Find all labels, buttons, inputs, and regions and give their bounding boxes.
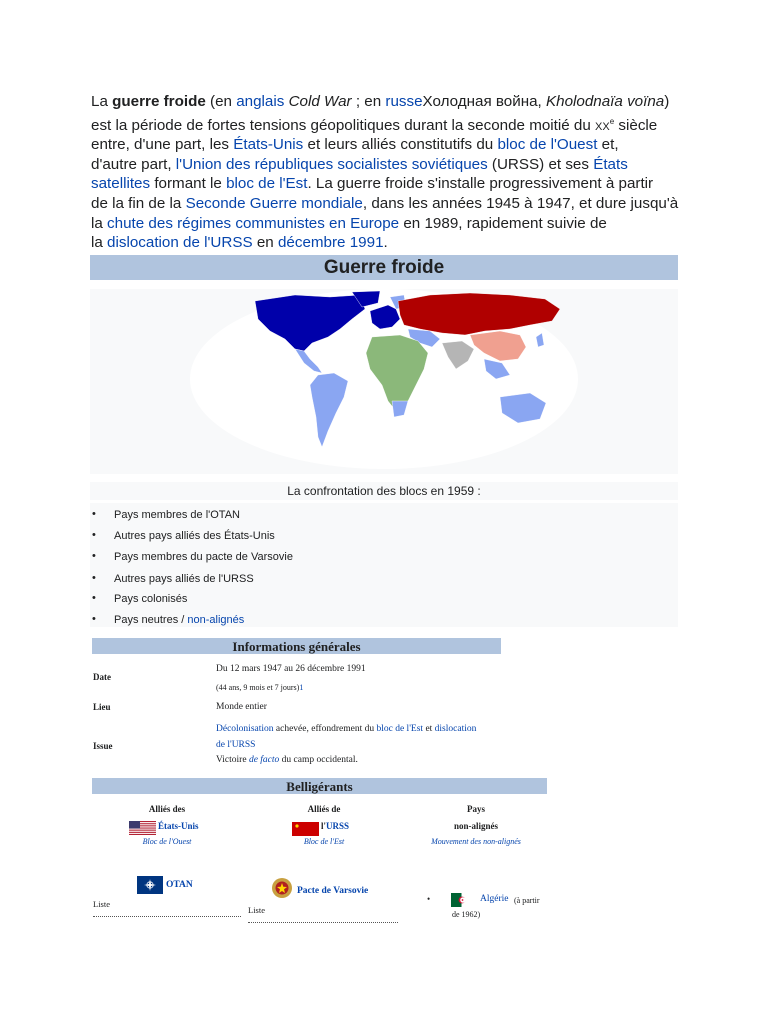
intro-text: xx (595, 116, 610, 134)
bloc-est-sub-link[interactable]: Bloc de l'Est (303, 837, 345, 846)
date-duration: (44 ans, 9 mois et 7 jours)1 (216, 683, 304, 692)
belligerents-header: Belligérants (92, 778, 547, 794)
intro-text: en 1989, rapidement suivie de (399, 214, 607, 232)
intro-text: e (609, 116, 615, 126)
intro-text: formant le (150, 175, 227, 193)
intro-text: (en (205, 93, 237, 110)
intro-line (91, 174, 691, 194)
us-flag-icon (129, 821, 156, 835)
dislocation-link[interactable]: dislocation (434, 724, 477, 734)
intro-link[interactable]: décembre 1991 (277, 234, 384, 252)
issue-line-3: Victoire de facto du camp occidental. (216, 755, 358, 765)
otan-list-label[interactable]: Liste (93, 899, 110, 909)
intro-text: la (91, 214, 108, 232)
algerie-link[interactable]: Algérie (480, 894, 509, 904)
intro-text: . (383, 234, 388, 252)
intro-text: La (91, 93, 113, 110)
intro-link[interactable]: russe (385, 93, 423, 110)
col-us-allies-title: Alliés des (148, 804, 186, 814)
de-facto-link[interactable]: de facto (248, 755, 280, 765)
algeria-note-2: de 1962) (452, 910, 481, 919)
intro-text: Холодная война, (422, 93, 546, 110)
world-map-container (90, 289, 678, 474)
general-info-header: Informations générales (92, 638, 501, 654)
intro-text: (URSS) et ses (487, 155, 594, 173)
intro-text: d'autre part, (91, 155, 176, 173)
algeria-note: (à partir (514, 896, 540, 905)
varsovie-link[interactable]: Pacte de Varsovie (297, 886, 369, 896)
non-aligned-link[interactable]: non-alignés (187, 614, 245, 626)
date-value: Du 12 mars 1947 au 26 décembre 1991 (216, 664, 366, 674)
varsovie-list-label[interactable]: Liste (248, 905, 265, 915)
otan-list-divider (93, 916, 241, 917)
map-caption: La confrontation des blocs en 1959 : (90, 482, 678, 500)
non-aligned-movement-link[interactable]: Mouvement des non-alignés (431, 837, 521, 846)
intro-paragraph (91, 92, 691, 253)
intro-line (91, 155, 691, 175)
nato-flag-icon (137, 876, 163, 894)
place-value: Monde entier (216, 702, 267, 712)
etats-unis-link[interactable]: États-Unis (158, 821, 199, 831)
intro-link[interactable]: dislocation de l'URSS (107, 234, 253, 252)
intro-text: , dans les années 1945 à 1947, et dure jusqu'à (362, 195, 679, 213)
issue-label: Issue (93, 741, 113, 751)
col-non-aligned-subtitle: non-alignés (453, 821, 498, 831)
intro-line (91, 233, 691, 253)
infobox-title: Guerre froide (90, 255, 678, 280)
bloc-ouest-link[interactable]: Bloc de l'Ouest (142, 837, 192, 846)
algeria-bullet: • (427, 894, 431, 904)
intro-line (91, 194, 691, 214)
intro-text: ) (664, 93, 670, 110)
intro-text: la (91, 234, 108, 252)
intro-text: ; en (351, 93, 386, 110)
intro-link[interactable]: États-Unis (233, 136, 304, 154)
intro-text: Kholodnaïa voïna (546, 93, 665, 110)
intro-text: siècle (614, 116, 658, 134)
intro-text: guerre froide (112, 93, 206, 110)
intro-text: . La guerre froide s'installe progressivement à partir (307, 175, 654, 193)
map-legend: • Pays membres de l'OTAN • Autres pays alliés des États-Unis • Pays membres du pacte de Varsovie • Autres pays alliés de l'URSS • Pays colonisés • Pays neutres / non-alignés (90, 503, 678, 627)
intro-line (91, 112, 691, 136)
urss-link[interactable]: de l'URSS (216, 740, 256, 750)
intro-link[interactable]: l'Union des républiques socialistes soviétiques (175, 155, 488, 173)
reference-link[interactable]: 1 (299, 683, 304, 692)
intro-text: Cold War (288, 93, 352, 110)
world-map[interactable] (90, 289, 678, 474)
varsovie-list-divider (248, 922, 398, 923)
col-non-aligned-title: Pays (467, 804, 485, 814)
intro-text: et, (597, 136, 619, 154)
col-ussr-allies-title: Alliés de (307, 804, 341, 814)
intro-text: de la fin de la (91, 195, 186, 213)
intro-link[interactable]: États (593, 155, 628, 173)
decolonisation-link[interactable]: Décolonisation (216, 724, 274, 734)
intro-text: entre, d'une part, les (91, 136, 234, 154)
date-label: Date (93, 672, 111, 682)
intro-line (91, 135, 691, 155)
intro-link[interactable]: bloc de l'Est (226, 175, 308, 193)
warsaw-pact-emblem-icon (271, 876, 293, 900)
intro-text: en (252, 234, 278, 252)
urss-belligerent-link[interactable]: URSS (326, 821, 350, 831)
otan-link[interactable]: OTAN (166, 880, 193, 890)
place-label: Lieu (93, 702, 111, 712)
urss-link-wrap: l'URSS (321, 821, 350, 831)
intro-link[interactable]: anglais (236, 93, 285, 110)
intro-text: et leurs alliés constitutifs du (303, 136, 498, 154)
intro-link[interactable]: satellites (91, 175, 151, 193)
intro-line (91, 92, 691, 112)
algeria-flag-icon (451, 893, 472, 907)
intro-link[interactable]: Seconde Guerre mondiale (185, 195, 363, 213)
ussr-flag-icon (292, 822, 319, 836)
intro-line (91, 214, 691, 234)
intro-link[interactable]: chute des régimes communistes en Europe (107, 214, 400, 232)
issue-line-1: Décolonisation achevée, effondrement du bloc de l'Est et dislocation (216, 724, 477, 734)
intro-link[interactable]: bloc de l'Ouest (497, 136, 598, 154)
issue-line-2 (216, 740, 255, 750)
bloc-est-link[interactable]: bloc de l'Est (376, 724, 424, 734)
intro-text: est la période de fortes tensions géopolitiques durant la seconde moitié du (91, 116, 596, 134)
